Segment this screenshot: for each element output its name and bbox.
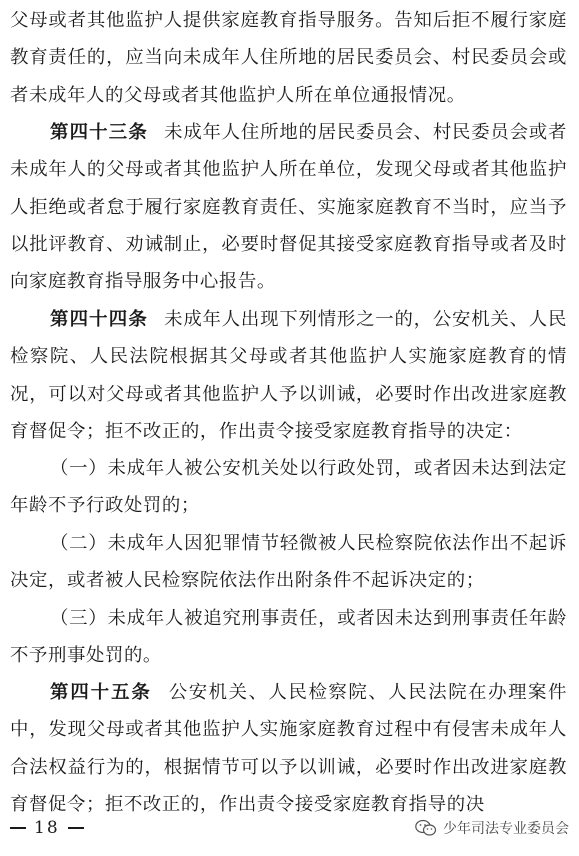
list-item-text: （三）未成年人被追究刑事责任，或者因未达到刑事责任年龄不予刑事处罚的。 xyxy=(10,608,567,667)
article-44 xyxy=(10,301,567,450)
article-text: 未成年人住所地的居民委员会、村民委员会或者未成年人的父母或者其他监护人所在单位，发现父母或者其他监护人拒绝或者怠于履行家庭教育责任、实施家庭教育不当时，应当予以批评教育、劝诫制止，必要时督促其接受家庭教育指导或者及时向家庭教育指导服务中心报告。 xyxy=(10,122,567,293)
dash-left xyxy=(10,827,26,829)
article-43 xyxy=(10,114,567,300)
wechat-icon xyxy=(415,819,437,837)
paragraph-continuation xyxy=(10,2,567,114)
article-text: 未成年人出现下列情形之一的，公安机关、人民检察院、人民法院根据其父母或者其他监护人实施家庭教育的情况，可以对父母或者其他监护人予以训诫，必要时作出改进家庭教育督促令；拒不改正的，作出责令接受家庭教育指导的决定： xyxy=(10,309,567,442)
watermark xyxy=(415,818,569,838)
list-item-2 xyxy=(10,525,567,600)
article-number: 第四十四条 xyxy=(50,309,148,330)
article-text: 公安机关、人民检察院、人民法院在办理案件中，发现父母或者其他监护人实施家庭教育过程中有侵害未成年人合法权益行为的，根据情节可以予以训诫，必要时作出改进家庭教育督促令；拒不改正的，作出责令接受家庭教育指导的决 xyxy=(10,682,567,815)
paragraph-text: 父母或者其他监护人提供家庭教育指导服务。告知后拒不履行家庭教育责任的，应当向未成年人住所地的居民委员会、村民委员会或者未成年人的父母或者其他监护人所在单位通报情况。 xyxy=(10,10,567,106)
article-number: 第四十五条 xyxy=(50,682,152,703)
page-number-text: 18 xyxy=(34,818,60,838)
watermark-text: 少年司法专业委员会 xyxy=(443,821,569,837)
page-number xyxy=(10,818,84,838)
list-item-text: （一）未成年人被公安机关处以行政处罚，或者因未达到法定年龄不予行政处罚的； xyxy=(10,458,567,517)
list-item-text: （二）未成年人因犯罪情节轻微被人民检察院依法作出不起诉决定，或者被人民检察院依法作出附条件不起诉决定的； xyxy=(10,533,567,592)
list-item-1 xyxy=(10,450,567,525)
list-item-3 xyxy=(10,600,567,675)
dash-right xyxy=(68,827,84,829)
article-number: 第四十三条 xyxy=(50,122,148,143)
article-45 xyxy=(10,674,567,823)
